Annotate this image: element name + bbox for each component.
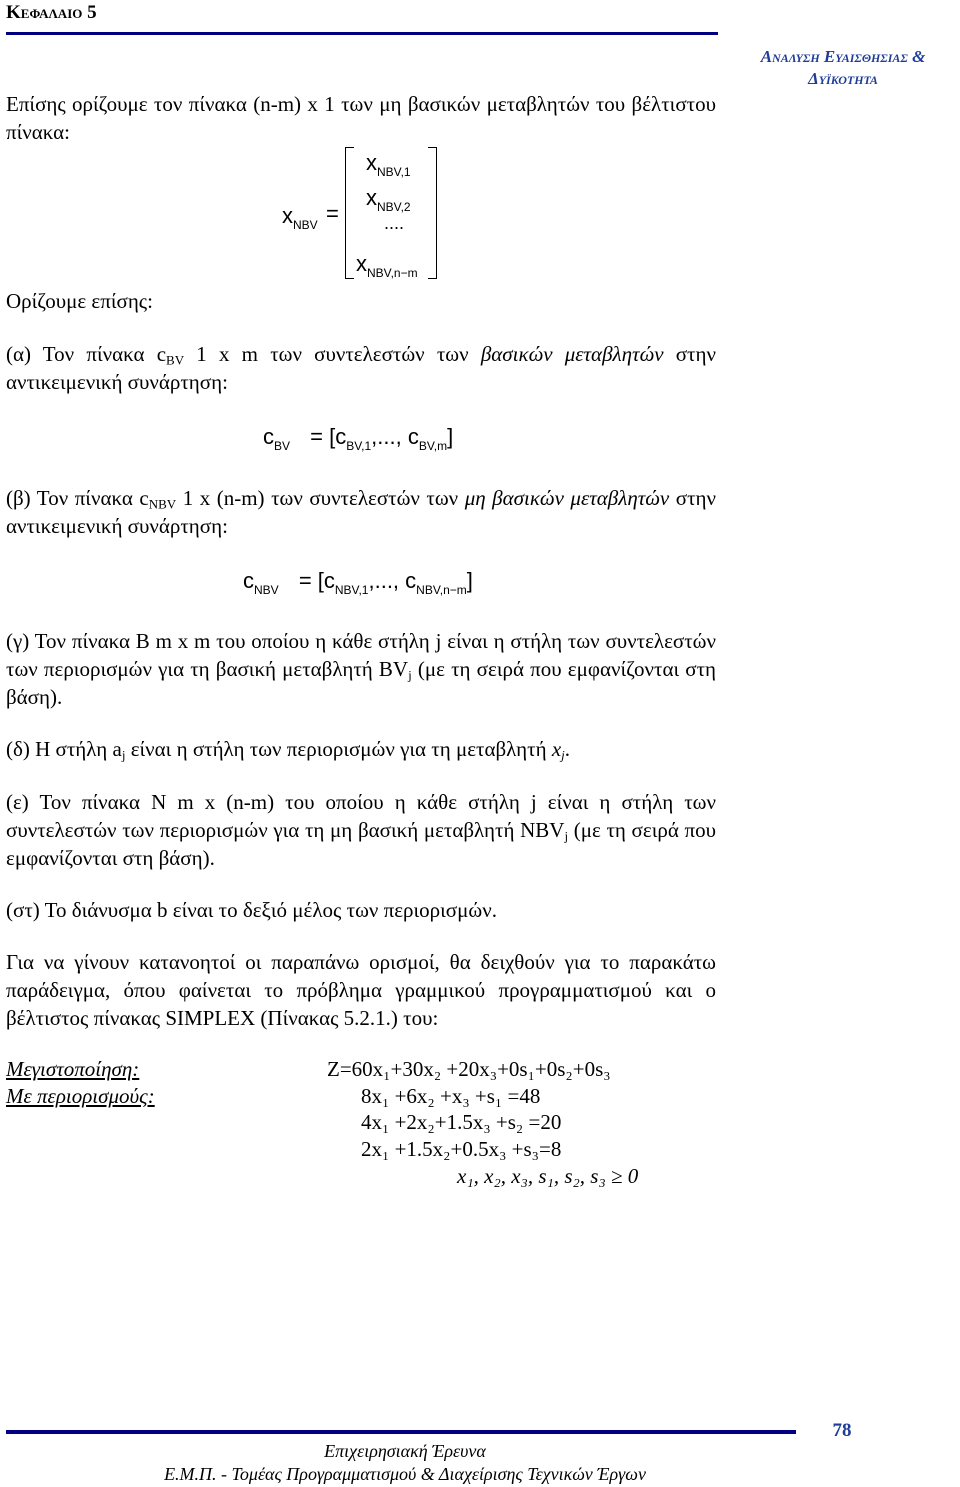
cbv-equation: $c_{BV} = [c_{BV,1}$,..., $c_{BV,m}$] xyxy=(263,424,454,453)
chapter-title: Κεφαλαιο 5 xyxy=(6,2,97,23)
xnbv-left-bracket xyxy=(345,147,354,279)
xnbv-row-1: $x_{NBV,1}$ xyxy=(366,150,411,179)
xnbv-row-2: $x_{NBV,2}$ xyxy=(366,185,411,214)
paragraph-define-also: Ορίζουμε επίσης: xyxy=(6,289,153,313)
paragraph-intro: Για να γίνουν κατανοητοί οι παραπάνω ορισμοί, θα δειχθούν για το παρακάτω παράδειγμα, όπου φαίνεται το πρόβλημα γραμμικού προγραμματισμού και ο βέλτιστος πίνακας SIMPLEX (Πίνακας 5.2.1.) του: xyxy=(6,950,716,1030)
lp-max-label: Μεγιστοποίηση: xyxy=(6,1057,140,1081)
page-number: 78 xyxy=(832,1420,852,1441)
lp-constraints-label: Με περιορισμούς: xyxy=(6,1084,155,1108)
paragraph-alpha: (α) Τον πίνακα $c_{BV}$ 1 x m των συντελεστών των βασικών μεταβλητών στην αντικειμενική συνάρτηση: xyxy=(6,342,716,394)
xnbv-row-last: $x_{NBV,n-m}$ xyxy=(356,251,418,280)
section-title-line1: Αναλυση Ευαισθησιας & xyxy=(760,47,926,66)
lp-constraint-3: 2x₁ +1.5x₂+0.5x₃ +s₃=8 xyxy=(361,1137,562,1161)
footer-rule xyxy=(6,1430,796,1434)
cnbv-equation: $c_{NBV} = [c_{NBV,1}$,..., $c_{NBV,n-m}$] xyxy=(243,568,473,597)
header-rule xyxy=(6,32,718,35)
xnbv-row-dots: .... xyxy=(384,213,405,233)
lp-objective: Z=60x₁+30x₂ +20x₃+0s₁+0s₂+0s₃ xyxy=(327,1057,611,1081)
footer-course: Επιχειρησιακή Έρευνα xyxy=(324,1441,486,1461)
xnbv-equals: = xyxy=(326,201,339,226)
xnbv-right-bracket xyxy=(428,147,437,279)
paragraph-gamma: (γ) Τον πίνακα B m x m του οποίου η κάθε στήλη j είναι η στήλη των συντελεστών των περιορισμών για τη βασική μεταβλητή $BV_j$ (με τη σειρά που εμφανίζονται στη βάση). xyxy=(6,629,716,709)
lp-nonnegativity: x₁, x₂, x₃, s₁, s₂, s₃ ≥ 0 xyxy=(457,1164,639,1188)
paragraph-beta: (β) Τον πίνακα $c_{NBV}$ 1 x (n-m) των συντελεστών των μη βασικών μεταβλητών στην αντικειμενική συνάρτηση: xyxy=(6,486,717,538)
section-title-line2: Δυϊκοτητα xyxy=(808,69,878,88)
paragraph-st: (στ) Το διάνυσμα b είναι το δεξιό μέλος των περιορισμών. xyxy=(6,898,497,922)
lp-constraint-1: 8x₁ +6x₂ +x₃ +s₁ =48 xyxy=(361,1084,541,1108)
paragraph-delta: (δ) Η στήλη $a_j$ είναι η στήλη των περιορισμών για τη μεταβλητή $x_j$. xyxy=(6,737,571,763)
section-title xyxy=(730,46,956,90)
footer-department: Ε.Μ.Π. - Τομέας Προγραμματισμού & Διαχείρισης Τεχνικών Έργων xyxy=(164,1464,646,1484)
lp-constraint-2: 4x₁ +2x₂+1.5x₃ +s₂ =20 xyxy=(361,1110,562,1134)
paragraph-epsilon: (ε) Τον πίνακα N m x (n-m) του οποίου η κάθε στήλη j είναι η στήλη των συντελεστών των περιορισμών για τη μη βασική μεταβλητή $NBV_j$ (με τη σειρά που εμφανίζονται στη βάση). xyxy=(6,790,716,870)
xnbv-lhs: $x_{NBV}$ xyxy=(282,203,318,232)
paragraph-nbv-def: Επίσης ορίζουμε τον πίνακα (n-m) x 1 των μη βασικών μεταβλητών του βέλτιστου πίνακα: xyxy=(6,92,716,144)
